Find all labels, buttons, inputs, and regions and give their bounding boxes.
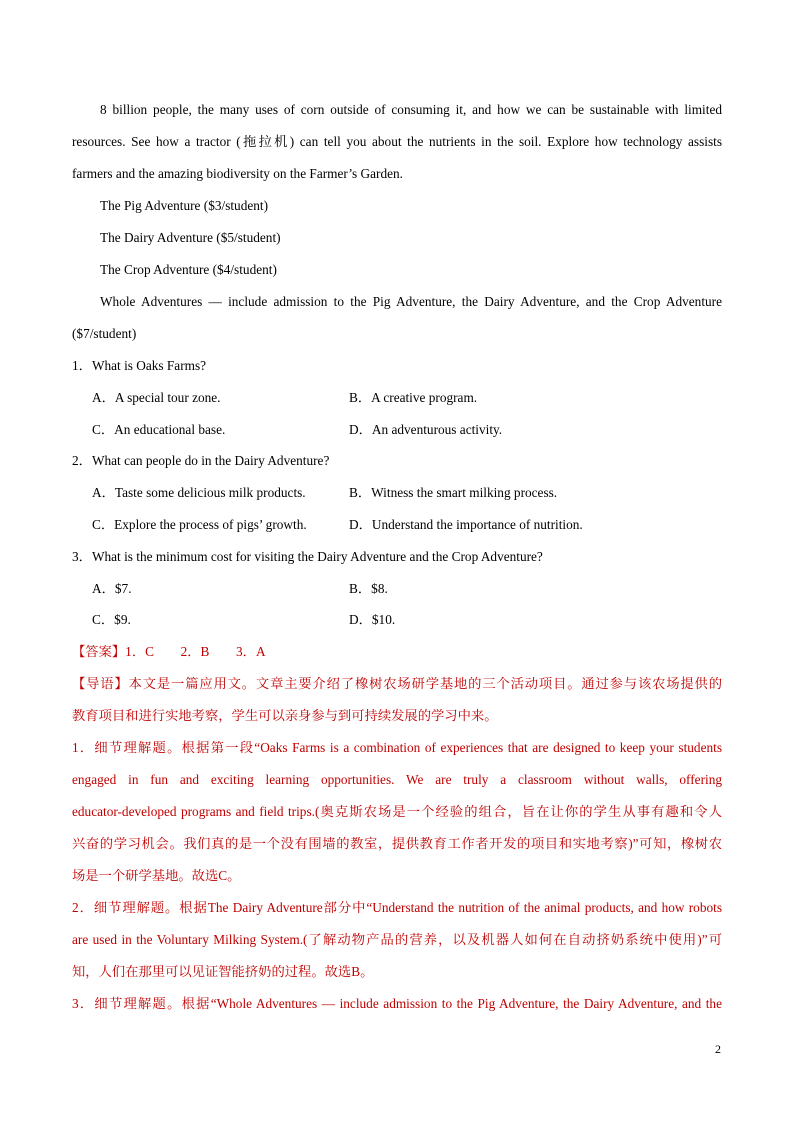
- analysis-q2-line-3: 知，人们在那里可以见证智能挤奶的过程。故选B。: [72, 964, 374, 979]
- analysis-q2-line-2: are used in the Voluntary Milking System.(了解动物产品的营养，以及机器人如何在自动挤奶系统中使用)”可: [72, 932, 722, 947]
- question-3-option-b: B．$8.: [349, 581, 388, 596]
- question-2-option-a: A．Taste some delicious milk products.: [92, 485, 306, 500]
- question-3-stem: 3．What is the minimum cost for visiting the Dairy Adventure and the Crop Adventure?: [72, 549, 543, 564]
- question-1-option-c: C．An educational base.: [92, 422, 226, 437]
- analysis-q1-line-4: 兴奋的学习机会。我们真的是一个没有围墙的教室，提供教育工作者开发的项目和实地考察)”可知，橡树农: [72, 836, 722, 851]
- question-3-option-d: D．$10.: [349, 612, 396, 627]
- whole-adventures-line-2: ($7/student): [72, 326, 137, 341]
- analysis-q3-line-1: 3．细节理解题。根据“Whole Adventures — include admission to the Pig Adventure, the Dairy Adventure, and the: [72, 996, 722, 1011]
- question-1-option-b: B．A creative program.: [349, 390, 478, 405]
- question-3-option-a: A．$7.: [92, 581, 132, 596]
- analysis-q1-line-1: 1．细节理解题。根据第一段“Oaks Farms is a combination of experiences that are designed to keep your students: [72, 740, 722, 755]
- page-number: 2: [715, 1042, 721, 1056]
- guide-line-1: 【导语】本文是一篇应用文。文章主要介绍了橡树农场研学基地的三个活动项目。通过参与该农场提供的: [72, 676, 722, 691]
- question-2-stem: 2．What can people do in the Dairy Adventure?: [72, 453, 330, 468]
- passage-line-1: 8 billion people, the many uses of corn outside of consuming it, and how we can be sustainable with limited: [100, 102, 722, 117]
- dairy-adventure-price: The Dairy Adventure ($5/student): [100, 230, 281, 245]
- analysis-q1-line-2: engaged in fun and exciting learning opportunities. We are truly a classroom without walls, offering: [72, 772, 722, 787]
- question-2-option-b: B．Witness the smart milking process.: [349, 485, 558, 500]
- question-1-option-d: D．An adventurous activity.: [349, 422, 503, 437]
- question-3-option-c: C．$9.: [92, 612, 131, 627]
- question-1-option-a: A．A special tour zone.: [92, 390, 221, 405]
- question-2-option-d: D．Understand the importance of nutrition.: [349, 517, 583, 532]
- pig-adventure-price: The Pig Adventure ($3/student): [100, 198, 269, 213]
- whole-adventures-line-1: Whole Adventures — include admission to the Pig Adventure, the Dairy Adventure, and the Crop Adventure: [100, 294, 722, 309]
- question-1-stem: 1．What is Oaks Farms?: [72, 358, 207, 373]
- answer-key: 【答案】1．C 2．B 3．A: [72, 644, 266, 659]
- passage-line-2: resources. See how a tractor (拖拉机) can tell you about the nutrients in the soil. Explore how technology assists: [72, 134, 722, 149]
- analysis-q1-line-5: 场是一个研学基地。故选C。: [72, 868, 241, 883]
- question-2-option-c: C．Explore the process of pigs’ growth.: [92, 517, 307, 532]
- analysis-q1-line-3: educator-developed programs and field trips.(奥克斯农场是一个经验的组合，旨在让你的学生从事有趣和令人: [72, 804, 722, 819]
- crop-adventure-price: The Crop Adventure ($4/student): [100, 262, 277, 277]
- passage-line-3: farmers and the amazing biodiversity on the Farmer’s Garden.: [72, 166, 403, 181]
- guide-line-2: 教育项目和进行实地考察，学生可以亲身参与到可持续发展的学习中来。: [72, 708, 498, 723]
- analysis-q2-line-1: 2．细节理解题。根据The Dairy Adventure部分中“Understand the nutrition of the animal products, and how robots: [72, 900, 722, 915]
